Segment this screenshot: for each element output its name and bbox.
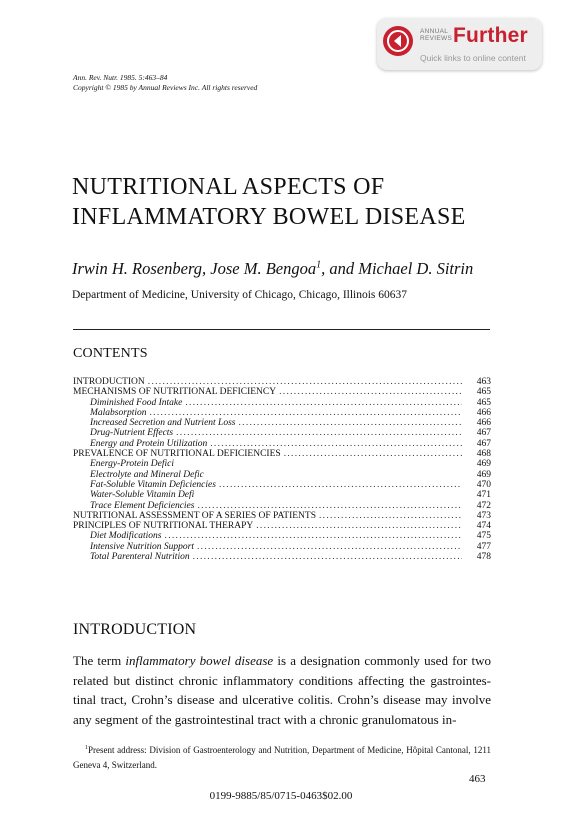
toc-entry[interactable] xyxy=(73,459,491,469)
toc-entry-label: Water-Soluble Vitamin Defi xyxy=(90,490,195,501)
title-line-1: NUTRITIONAL ASPECTS OF xyxy=(72,174,385,200)
footnote-text: Present address: Division of Gastroenterology and Nutrition, Department of Medicine, Hôpital Cantonal, 1211 Geneva 4, Switzerland. xyxy=(73,745,491,770)
issn-line: 0199-9885/85/0715-0463$02.00 xyxy=(209,790,353,802)
toc-entry-page: 463 xyxy=(476,377,491,387)
toc-leader-dots xyxy=(319,511,462,521)
introduction-heading: INTRODUCTION xyxy=(73,621,197,638)
toc-entry[interactable] xyxy=(73,511,491,521)
toc-entry-label: Malabsorption xyxy=(90,407,147,418)
table-of-contents xyxy=(73,377,491,562)
quick-links-text[interactable]: Quick links to online content xyxy=(420,53,526,63)
toc-entry-page: 477 xyxy=(476,541,491,552)
toc-entry-page: 471 xyxy=(476,490,491,501)
toc-entry-page: 468 xyxy=(476,449,491,460)
toc-entry[interactable] xyxy=(73,490,491,500)
introduction-paragraph xyxy=(73,651,491,729)
toc-entry[interactable] xyxy=(73,552,491,562)
play-arrow-icon[interactable] xyxy=(383,26,413,56)
toc-entry[interactable] xyxy=(73,387,491,397)
toc-entry-page: 465 xyxy=(476,387,491,398)
toc-leader-dots xyxy=(176,428,462,438)
toc-leader-dots xyxy=(197,542,462,552)
toc-entry-label: Energy and Protein Utilization xyxy=(90,438,208,449)
toc-entry-label: NUTRITIONAL ASSESSMENT OF A SERIES OF PATIENTS xyxy=(73,510,316,521)
toc-entry-page: 469 xyxy=(476,469,491,480)
toc-entry-page: 478 xyxy=(476,552,491,563)
toc-entry-page: 469 xyxy=(476,459,491,470)
introduction-body xyxy=(73,651,491,729)
toc-leader-dots xyxy=(193,552,462,562)
toc-leader-dots xyxy=(279,387,462,397)
toc-entry-label: Electrolyte and Mineral Defic xyxy=(90,469,204,480)
toc-entry-label: Diet Modifications xyxy=(90,531,162,542)
annual-reviews-wordmark xyxy=(420,28,452,42)
article-title xyxy=(72,172,532,232)
citation-block xyxy=(73,73,257,93)
intro-text-rest: is a designation commonly used for two related but distinct chronic inflammatory conditions affecting the gastrointes-tinal tract, Crohn’s disease and ulcerative colitis. Crohn’s disease may involve any segment of the gastrointestinal tract with a chronic granulomatous in- xyxy=(73,653,491,727)
toc-entry-label: Trace Element Deficiencies xyxy=(90,500,195,511)
toc-entry-page: 467 xyxy=(476,428,491,439)
toc-leader-dots xyxy=(219,480,462,490)
toc-entry-page: 472 xyxy=(476,500,491,511)
toc-entry[interactable] xyxy=(73,428,491,438)
toc-entry-label: Fat-Soluble Vitamin Deficiencies xyxy=(90,479,216,490)
toc-entry-label: PREVALENCE OF NUTRITIONAL DEFICIENCIES xyxy=(73,449,281,460)
toc-entry-label: Increased Secretion and Nutrient Loss xyxy=(90,418,236,429)
toc-entry[interactable] xyxy=(73,398,491,408)
toc-leader-dots xyxy=(148,377,462,387)
toc-entry-page: 470 xyxy=(476,479,491,490)
copyright-line: Copyright © 1985 by Annual Reviews Inc. All rights reserved xyxy=(73,83,258,92)
page-number: 463 xyxy=(469,773,486,785)
toc-entry-label: INTRODUCTION xyxy=(73,377,145,387)
intro-text-emphasis: inflammatory bowel disease xyxy=(125,653,274,668)
toc-leader-dots xyxy=(256,521,462,531)
toc-entry[interactable] xyxy=(73,408,491,418)
reviews-text: REVIEWS xyxy=(420,35,453,42)
intro-text-start: The term xyxy=(73,653,126,668)
toc-leader-dots xyxy=(210,439,462,449)
toc-entry-label: PRINCIPLES OF NUTRITIONAL THERAPY xyxy=(73,521,254,532)
authors-part-2: , and Michael D. Sitrin xyxy=(321,259,474,278)
toc-leader-dots xyxy=(238,418,462,428)
authors-part-1: Irwin H. Rosenberg, Jose M. Bengoa xyxy=(72,259,317,278)
toc-entry[interactable] xyxy=(73,542,491,552)
toc-leader-dots xyxy=(197,501,462,511)
toc-entry[interactable] xyxy=(73,439,491,449)
further-wordmark: Further xyxy=(453,24,528,47)
toc-entry[interactable] xyxy=(73,501,491,511)
toc-leader-dots xyxy=(284,449,462,459)
author-list xyxy=(72,259,542,279)
affiliation: Department of Medicine, University of Chicago, Chicago, Illinois 60637 xyxy=(72,289,408,301)
toc-entry-page: 473 xyxy=(476,510,491,521)
toc-entry[interactable] xyxy=(73,377,491,387)
contents-heading: CONTENTS xyxy=(73,346,148,361)
footnote-mark: 1 xyxy=(85,745,88,751)
toc-entry-page: 466 xyxy=(476,407,491,418)
toc-entry-label: Diminished Food Intake xyxy=(90,397,183,408)
toc-entry[interactable] xyxy=(73,418,491,428)
annual-text: ANNUAL xyxy=(420,28,449,35)
toc-entry-page: 466 xyxy=(476,418,491,429)
toc-entry-label: MECHANISMS OF NUTRITIONAL DEFICIENCY xyxy=(73,387,277,398)
toc-entry[interactable] xyxy=(73,449,491,459)
toc-leader-dots xyxy=(149,408,462,418)
author-footnote-mark[interactable]: 1 xyxy=(316,259,322,271)
toc-entry-label: Intensive Nutrition Support xyxy=(90,541,194,552)
journal-citation: Ann. Rev. Nutr. 1985. 5:463–84 xyxy=(73,73,168,82)
toc-entry[interactable] xyxy=(73,521,491,531)
toc-entry-page: 467 xyxy=(476,438,491,449)
toc-entry-page: 474 xyxy=(476,521,491,532)
toc-entry[interactable] xyxy=(73,531,491,541)
toc-entry-page: 465 xyxy=(476,397,491,408)
toc-entry-label: Total Parenteral Nutrition xyxy=(90,552,190,563)
toc-leader-dots xyxy=(185,398,462,408)
annual-reviews-further-badge[interactable] xyxy=(377,18,542,70)
toc-entry-label: Energy-Protein Defici xyxy=(90,459,174,470)
toc-entry[interactable] xyxy=(73,480,491,490)
section-divider xyxy=(73,329,490,330)
play-arrow-icon-svg xyxy=(383,26,413,56)
toc-entry-label: Drug-Nutrient Effects xyxy=(90,428,174,439)
toc-leader-dots xyxy=(165,531,462,541)
title-line-2: INFLAMMATORY BOWEL DISEASE xyxy=(72,204,466,230)
toc-entry[interactable] xyxy=(73,470,491,480)
toc-entry-page: 475 xyxy=(476,531,491,542)
footnote xyxy=(73,741,491,773)
